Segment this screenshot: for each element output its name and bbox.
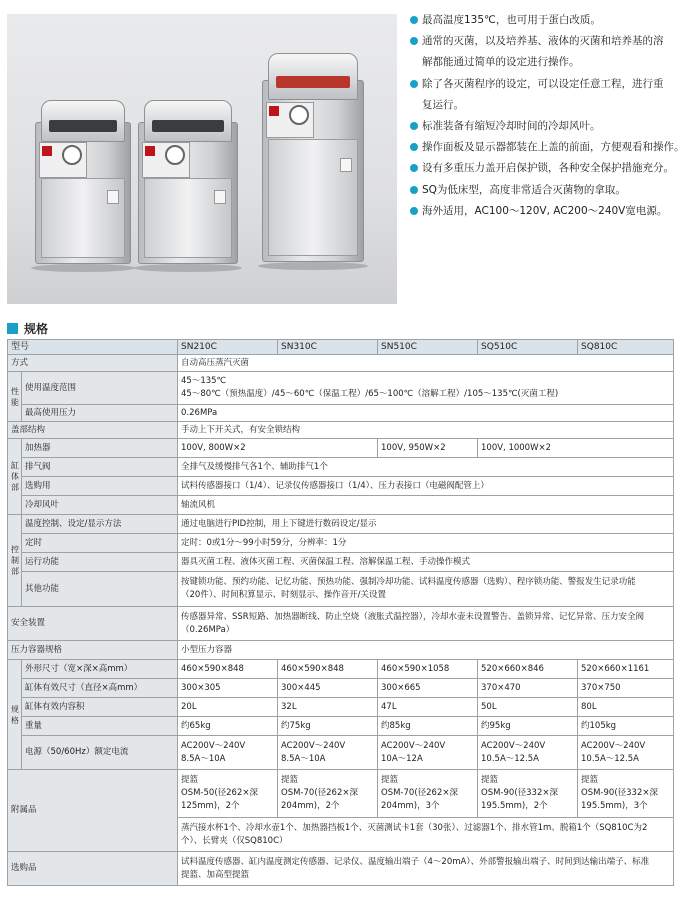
section-marker-icon	[7, 323, 18, 334]
cell-value: AC200V～240V 10.5A～12.5A	[478, 736, 578, 770]
cell-value: 提篮 OSM-90(径332×深 195.5mm)，3个	[578, 770, 674, 818]
pressure-gauge-icon	[165, 145, 185, 165]
spec-table	[7, 339, 674, 886]
row-label: 最高使用压力	[22, 405, 178, 422]
row-label: 重量	[22, 717, 178, 736]
cell-value: 47L	[378, 698, 478, 717]
row-label: 缸体有效尺寸（直径×高mm）	[22, 679, 178, 698]
table-row	[8, 679, 674, 698]
brand-logo-icon	[42, 146, 52, 156]
cell-value: 50L	[478, 698, 578, 717]
model-name: SQ510C	[478, 340, 578, 355]
cell-value: AC200V～240V 10A～12A	[378, 736, 478, 770]
table-row	[8, 607, 674, 641]
feature-item: 海外适用，AC100～120V, AC200～240V宽电源。	[410, 201, 694, 222]
cell-value: 提篮 OSM-90(径332×深 195.5mm)，2个	[478, 770, 578, 818]
table-row	[8, 515, 674, 534]
cell-value: 460×590×848	[178, 660, 278, 679]
row-label: 加热器	[22, 439, 178, 458]
table-row	[8, 553, 674, 572]
cell-value: 轴流风机	[178, 496, 674, 515]
cell-value: 提篮 OSM-70(径262×深 204mm)，2个	[278, 770, 378, 818]
row-label: 冷却风叶	[22, 496, 178, 515]
table-row	[8, 736, 674, 770]
table-row	[8, 660, 674, 679]
row-label: 附属品	[8, 770, 178, 852]
row-label: 盖部结构	[8, 422, 178, 439]
group-label: 规 格	[8, 660, 22, 770]
table-row	[8, 534, 674, 553]
row-label: 外形尺寸（宽×深×高mm）	[22, 660, 178, 679]
model-label: 型号	[8, 340, 178, 355]
cell-value: 提篮 OSM-50(径262×深 125mm)，2个	[178, 770, 278, 818]
table-row	[8, 852, 674, 886]
cell-value: 100V, 1000W×2	[478, 439, 674, 458]
model-name: SQ810C	[578, 340, 674, 355]
table-header-row	[8, 340, 674, 355]
cell-value: 460×590×1058	[378, 660, 478, 679]
cell-value: 520×660×1161	[578, 660, 674, 679]
section-title: 规格	[24, 321, 49, 336]
table-row	[8, 422, 674, 439]
cell-value: 提篮 OSM-70(径262×深 204mm)，3个	[378, 770, 478, 818]
cell-value: 传感器异常、SSR短路、加热器断线、防止空烧（液胀式温控器），冷却水壶未设置警告、盖锁异常、记忆异常、压力安全阀 （0.26MPa）	[178, 607, 674, 641]
cell-value: 全排气及缓慢排气各1个、辅助排气1个	[178, 458, 674, 477]
row-label: 运行功能	[22, 553, 178, 572]
feature-item: 标准装备有缩短冷却时间的冷却风叶。	[410, 116, 694, 137]
row-label: 使用温度范围	[22, 372, 178, 405]
row-label: 选购品	[8, 852, 178, 886]
table-row	[8, 572, 674, 607]
model-name: SN210C	[178, 340, 278, 355]
cell-value: AC200V～240V 8.5A～10A	[278, 736, 378, 770]
cell-value: 80L	[578, 698, 674, 717]
table-row	[8, 372, 674, 405]
cell-value: AC200V～240V 8.5A～10A	[178, 736, 278, 770]
brand-logo-icon	[145, 146, 155, 156]
group-label: 控 制 部	[8, 515, 22, 607]
cell-value: 试料温度传感器、缸内温度测定传感器、记录仪、温度输出端子（4～20mA）、外部警报输出端子、时间到达输出端子、标准 提篮、加高型提篮	[178, 852, 674, 886]
cell-value: 按键锁功能、预约功能、记忆功能、预热功能、强制冷却功能、试料温度传感器（选购）、程序锁功能、警报发生记录功能 （20件）、时间积算显示、时刻显示、操作音开/关设置	[178, 572, 674, 607]
row-label: 定时	[22, 534, 178, 553]
cell-value: 约105kg	[578, 717, 674, 736]
row-label: 缸体有效内容积	[22, 698, 178, 717]
autoclave-image-large	[262, 52, 364, 262]
cell-value: 460×590×848	[278, 660, 378, 679]
cell-value: 器具灭菌工程、液体灭菌工程、灭菌保温工程、溶解保温工程、手动操作模式	[178, 553, 674, 572]
section-header	[7, 321, 48, 335]
feature-item: 除了各灭菌程序的设定，可以设定任意工程，进行重 复运行。	[410, 74, 694, 116]
cell-value: 300×445	[278, 679, 378, 698]
row-label: 压力容器规格	[8, 641, 178, 660]
row-label: 其他功能	[22, 572, 178, 607]
feature-item: 操作面板及显示器都装在上盖的前面，方便观看和操作。	[410, 137, 694, 158]
cell-value: 约65kg	[178, 717, 278, 736]
cell-value: 蒸汽接水杯1个、冷却水壶1个、加热器挡板1个、灭菌测试卡1套（30张）、过滤器1个、排水管1m、脱箱1个（SQ810C为2 个）、长臂夹（仅SQ810C）	[178, 818, 674, 852]
table-row	[8, 698, 674, 717]
cell-value: 370×750	[578, 679, 674, 698]
cell-value: 试料传感器接口（1/4）、记录仪传感器接口（1/4）、压力表接口（电磁阀配管上）	[178, 477, 674, 496]
feature-item: SQ为低床型，高度非常适合灭菌物的拿取。	[410, 180, 694, 201]
row-label: 电源（50/60Hz）额定电流	[22, 736, 178, 770]
feature-item: 最高温度135℃，也可用于蛋白改质。	[410, 10, 694, 31]
group-label: 性 能	[8, 372, 22, 422]
cell-value: 370×470	[478, 679, 578, 698]
row-label: 安全装置	[8, 607, 178, 641]
cell-value: AC200V～240V 10.5A～12.5A	[578, 736, 674, 770]
cell-value: 手动上下开关式，有安全锁结构	[178, 422, 674, 439]
table-row	[8, 641, 674, 660]
cell-value: 小型压力容器	[178, 641, 674, 660]
cell-value: 约75kg	[278, 717, 378, 736]
cell-value: 100V, 950W×2	[378, 439, 478, 458]
product-photo	[7, 14, 397, 304]
cell-value: 300×665	[378, 679, 478, 698]
cell-value: 约85kg	[378, 717, 478, 736]
brand-logo-icon	[269, 106, 279, 116]
cell-value: 20L	[178, 698, 278, 717]
table-row	[8, 405, 674, 422]
cell-value: 约95kg	[478, 717, 578, 736]
cell-value: 通过电脑进行PID控制，用上下键进行数码设定/显示	[178, 515, 674, 534]
group-label: 缸 体 部	[8, 439, 22, 515]
model-name: SN310C	[278, 340, 378, 355]
table-row	[8, 717, 674, 736]
cell-value: 300×305	[178, 679, 278, 698]
table-row	[8, 355, 674, 372]
cell-value: 100V, 800W×2	[178, 439, 378, 458]
table-row	[8, 770, 674, 818]
table-row	[8, 477, 674, 496]
cell-value: 定时：0或1分～99小时59分，分辨率：1分	[178, 534, 674, 553]
row-label: 选购用	[22, 477, 178, 496]
feature-item: 通常的灭菌，以及培养基、液体的灭菌和培养基的溶 解都能通过简单的设定进行操作。	[410, 31, 694, 73]
feature-list	[410, 10, 694, 222]
table-row	[8, 496, 674, 515]
table-row	[8, 439, 674, 458]
cell-value: 自动高压蒸汽灭菌	[178, 355, 674, 372]
row-label: 温度控制、设定/显示方法	[22, 515, 178, 534]
model-name: SN510C	[378, 340, 478, 355]
cell-value: 520×660×846	[478, 660, 578, 679]
cell-value: 32L	[278, 698, 378, 717]
autoclave-image-small	[35, 99, 131, 264]
feature-item: 设有多重压力盖开启保护锁，各种安全保护措施充分。	[410, 158, 694, 179]
row-label: 排气阀	[22, 458, 178, 477]
cell-value: 0.26MPa	[178, 405, 674, 422]
cell-value: 45～135℃ 45～80℃（预热温度）/45～60℃（保温工程）/65～100℃（溶解工程）/105～135℃(灭菌工程)	[178, 372, 674, 405]
autoclave-image-medium	[138, 99, 238, 264]
pressure-gauge-icon	[62, 145, 82, 165]
table-row	[8, 458, 674, 477]
row-label: 方式	[8, 355, 178, 372]
pressure-gauge-icon	[289, 105, 309, 125]
